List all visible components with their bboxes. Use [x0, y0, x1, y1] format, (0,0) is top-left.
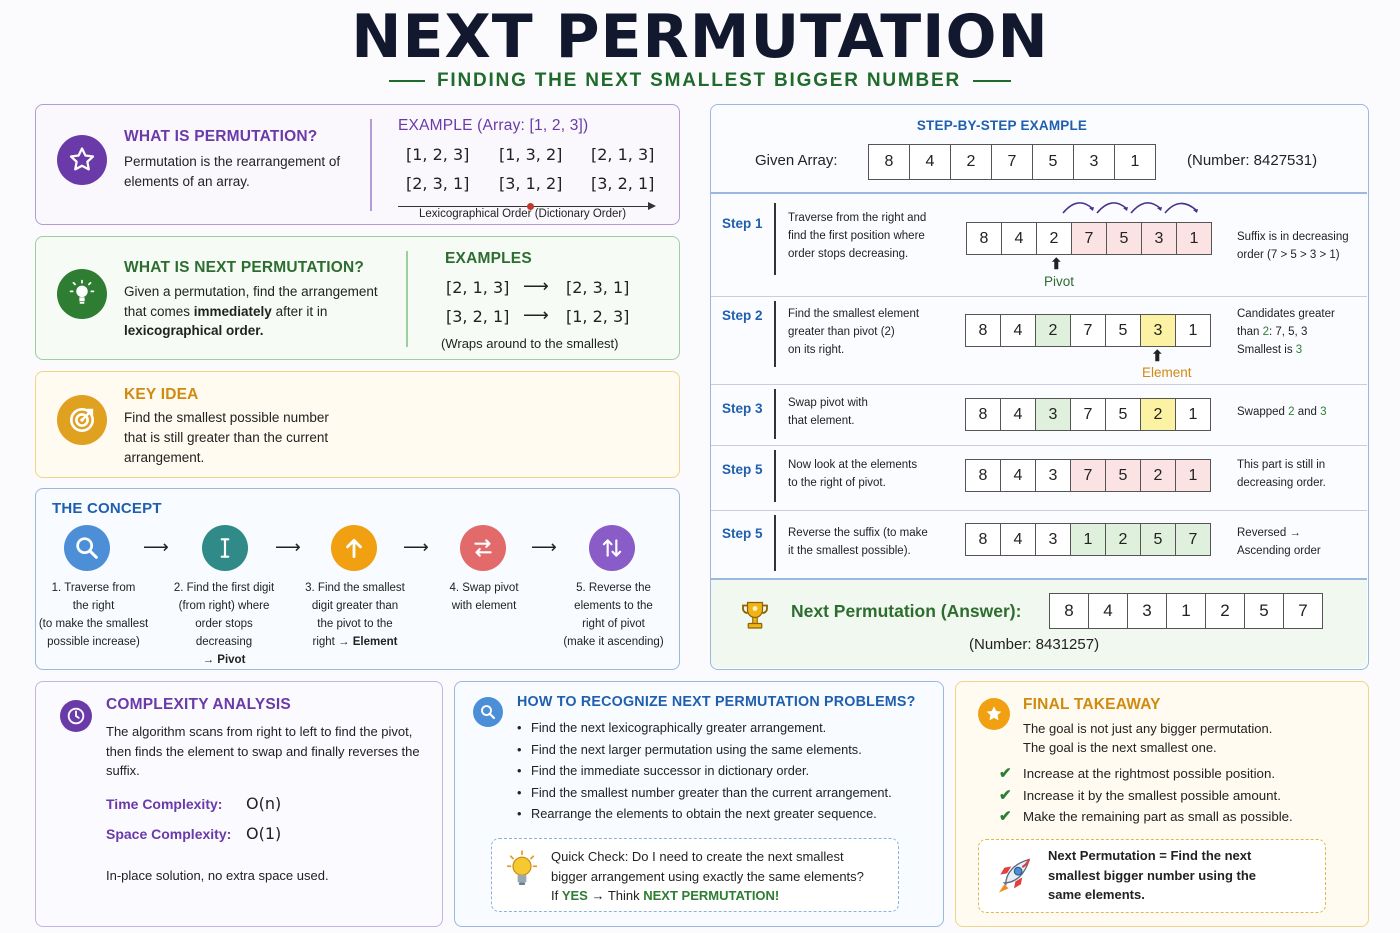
search-icon — [64, 525, 110, 571]
step-5-desc — [788, 524, 928, 560]
element-arrow-icon: ⬆ — [1151, 348, 1164, 365]
s2-n2 — [1237, 323, 1335, 341]
wrap-note: (Wraps around to the smallest) — [441, 336, 619, 351]
separator — [711, 510, 1367, 511]
concept-step-2 — [164, 579, 284, 669]
s1-cell: 8 — [966, 222, 1002, 255]
complexity-note: In-place solution, no extra space used. — [106, 868, 329, 883]
s3-d1: Swap pivot with — [788, 397, 868, 409]
c3-l4b: Element — [352, 636, 398, 648]
next-text-a: Given a permutation, find the arrangement that comes — [124, 284, 378, 319]
perm-3: [2, 1, 3] — [591, 145, 655, 164]
step-1-label: Step 1 — [722, 216, 763, 231]
c3-l2: digit greater than — [311, 600, 399, 612]
step-divider — [774, 515, 776, 571]
trophy-icon — [737, 598, 773, 634]
s1-n2: order (7 > 5 > 3 > 1) — [1237, 249, 1340, 261]
subtitle-rule-left — [389, 80, 425, 82]
cursor-icon — [202, 525, 248, 571]
c3-l3: the pivot to the — [317, 618, 393, 630]
concept-card — [35, 488, 680, 670]
step-4-note — [1237, 456, 1326, 492]
step-by-step-heading: STEP-BY-STEP EXAMPLE — [916, 118, 1088, 133]
time-value: O(n) — [246, 794, 282, 813]
check-icon: ✔ — [999, 808, 1012, 825]
s1-n1: Suffix is in decreasing — [1237, 231, 1349, 243]
separator — [711, 445, 1367, 446]
s5-cell: 3 — [1035, 523, 1071, 556]
step-divider — [774, 450, 776, 502]
quick-check-text — [551, 847, 864, 906]
s4-cell-suffix: 5 — [1105, 459, 1141, 492]
divider — [370, 119, 372, 211]
qc-3d: NEXT PERMUTATION! — [643, 888, 780, 903]
list-item: • Find the next larger permutation using the same elements. — [517, 739, 892, 761]
lightbulb-icon — [57, 269, 107, 319]
c2-l5b: Pivot — [217, 654, 246, 666]
answer-cell: 4 — [1088, 593, 1128, 629]
key-idea-card — [35, 371, 680, 478]
key-idea-heading: KEY IDEA — [124, 386, 199, 403]
s1-cell-suffix: 1 — [1176, 222, 1212, 255]
axis-arrowhead — [648, 202, 656, 210]
qc-3b: YES — [561, 888, 588, 903]
rocket-icon — [992, 854, 1036, 898]
step-5-note — [1237, 524, 1321, 560]
example-label: EXAMPLE (Array: [1, 2, 3]) — [398, 117, 589, 134]
list-item: • Rearrange the elements to obtain the next greater sequence. — [517, 803, 892, 825]
s4-cell-suffix: 2 — [1140, 459, 1176, 492]
s4-n1: This part is still in — [1237, 459, 1326, 471]
what-is-permutation-text: Permutation is the rearrangement of elements of an array. — [124, 154, 341, 189]
next-text-c: after it in — [271, 303, 328, 319]
s4-d1: Now look at the elements — [788, 459, 918, 471]
s2-n2a: than — [1237, 326, 1263, 338]
s1-cell-suffix: 7 — [1071, 222, 1107, 255]
step-divider — [774, 301, 776, 367]
s2-d1: Find the smallest element — [788, 308, 920, 320]
s3-d2: that element. — [788, 415, 855, 427]
qc-line-1: Quick Check: Do I need to create the next smallest — [551, 849, 844, 864]
s3-n1a: Swapped — [1237, 406, 1289, 418]
answer-label: Next Permutation (Answer): — [791, 601, 1022, 621]
s2-n2b: 2 — [1262, 326, 1269, 338]
s4-cell-suffix: 1 — [1175, 459, 1211, 492]
s1-cell-suffix: 5 — [1106, 222, 1142, 255]
check-text: Make the remaining part as small as possible. — [1023, 809, 1293, 824]
what-is-permutation-heading: WHAT IS PERMUTATION? — [124, 128, 318, 145]
c1-l4: possible increase) — [47, 636, 140, 648]
check-item — [999, 763, 1293, 785]
s4-cell: 3 — [1035, 459, 1071, 492]
s3-cell: 7 — [1070, 398, 1106, 431]
star-icon — [57, 135, 107, 185]
check-icon: ✔ — [999, 786, 1012, 804]
concept-step-3 — [294, 579, 416, 651]
concept-arrow-1: ⟶ — [143, 537, 169, 558]
final-line-1: The goal is not just any bigger permutation. — [1023, 721, 1273, 736]
step-3-array — [966, 398, 1211, 431]
page-title: NEXT PERMUTATION — [351, 2, 1049, 72]
final-takeaway-card — [955, 681, 1369, 927]
what-is-permutation-card — [35, 104, 680, 225]
next-permutation-heading: WHAT IS NEXT PERMUTATION? — [124, 259, 365, 276]
lightbulb-icon — [507, 850, 537, 890]
axis-label: Lexicographical Order (Dictionary Order) — [419, 208, 627, 220]
concept-heading: THE CONCEPT — [52, 500, 162, 517]
s5-cell-reversed: 2 — [1105, 523, 1141, 556]
step-5-array — [966, 523, 1211, 556]
subtitle: FINDING THE NEXT SMALLEST BIGGER NUMBER — [436, 70, 962, 91]
ex2-to: [1, 2, 3] — [566, 307, 630, 326]
answer-number: (Number: 8431257) — [969, 636, 1100, 653]
step-2-array — [966, 314, 1211, 347]
recognize-list — [517, 717, 892, 825]
pivot-marker: Pivot — [1044, 274, 1075, 289]
s3-cell: 8 — [965, 398, 1001, 431]
s4-cell-suffix: 7 — [1070, 459, 1106, 492]
s2-n2c: : 7, 5, 3 — [1268, 326, 1308, 338]
s5-d1: Reverse the suffix (to make — [788, 527, 928, 539]
separator — [711, 384, 1367, 385]
concept-arrow-4: ⟶ — [531, 537, 557, 558]
s4-d2: to the right of pivot. — [788, 477, 886, 489]
c2-l5a: → — [202, 654, 218, 666]
separator — [711, 192, 1367, 194]
arrow-up-icon — [331, 525, 377, 571]
complexity-heading: COMPLEXITY ANALYSIS — [106, 696, 291, 713]
s3-cell-swapped: 3 — [1035, 398, 1071, 431]
ex1-to: [2, 3, 1] — [566, 278, 630, 297]
s1-cell: 4 — [1001, 222, 1037, 255]
s5-d2: it the smallest possible). — [788, 545, 911, 557]
concept-step-4 — [428, 579, 540, 615]
perm-1: [1, 2, 3] — [406, 145, 470, 164]
s1-d3: order stops decreasing. — [788, 248, 909, 260]
s3-cell: 4 — [1000, 398, 1036, 431]
given-cell: 7 — [991, 144, 1033, 180]
final-box-text: Next Permutation = Find the next smallest bigger number using the same elements. — [1048, 848, 1257, 902]
s3-cell: 1 — [1175, 398, 1211, 431]
space-label: Space Complexity: — [106, 826, 232, 842]
given-cell: 8 — [868, 144, 910, 180]
s2-n3a: Smallest is — [1237, 344, 1296, 356]
s2-cell: 8 — [965, 314, 1001, 347]
concept-arrow-2: ⟶ — [275, 537, 301, 558]
answer-cell: 3 — [1127, 593, 1167, 629]
subtitle-rule-right — [973, 80, 1011, 82]
step-1-desc — [788, 209, 926, 263]
target-icon — [57, 395, 107, 445]
s1-cell-suffix: 3 — [1141, 222, 1177, 255]
s3-n1b: 2 — [1288, 406, 1295, 418]
step-5-label: Step 5 — [722, 526, 763, 541]
s5-cell-reversed: 5 — [1140, 523, 1176, 556]
s2-cell: 1 — [1175, 314, 1211, 347]
given-cell: 5 — [1032, 144, 1074, 180]
list-item: • Find the next lexicographically greater arrangement. — [517, 717, 892, 739]
answer-cell: 1 — [1166, 593, 1206, 629]
element-marker: Element — [1142, 365, 1192, 380]
step-4-label: Step 5 — [722, 462, 763, 477]
s1-cell-pivot: 2 — [1036, 222, 1072, 255]
c1-l3: (to make the smallest — [38, 618, 149, 630]
c5-l4: (make it ascending) — [563, 636, 664, 648]
what-is-next-permutation-card — [35, 236, 680, 360]
final-line-2: The goal is the next smallest one. — [1023, 740, 1217, 755]
given-number-note: (Number: 8427531) — [1187, 152, 1318, 169]
step-1-note — [1237, 228, 1349, 264]
ex1-from: [2, 1, 3] — [446, 278, 510, 297]
given-cell: 3 — [1073, 144, 1115, 180]
s5-cell: 4 — [1000, 523, 1036, 556]
check-item — [999, 785, 1293, 807]
s3-cell: 5 — [1105, 398, 1141, 431]
answer-cell: 5 — [1244, 593, 1284, 629]
step-2-note — [1237, 305, 1335, 359]
c3-l4 — [294, 633, 416, 651]
qc-3a: If — [551, 888, 562, 903]
step-2-desc — [788, 305, 919, 359]
s1-d2: find the first position where — [788, 230, 925, 242]
c5-l3: right of pivot — [582, 618, 645, 630]
qc-3c: → Think — [587, 888, 644, 903]
sort-icon — [589, 525, 635, 571]
check-item — [999, 806, 1293, 828]
s2-cell: 7 — [1070, 314, 1106, 347]
given-cell: 4 — [909, 144, 951, 180]
s2-d2: greater than pivot (2) — [788, 326, 895, 338]
step-3-note — [1237, 403, 1327, 421]
ex2-arrow: ⟶ — [523, 305, 549, 326]
perm-4: [2, 3, 1] — [406, 174, 470, 193]
answer-cell: 8 — [1049, 593, 1089, 629]
c2-l1: 2. Find the first digit — [173, 582, 275, 594]
given-array — [869, 144, 1156, 180]
step-divider — [774, 389, 776, 439]
check-icon: ✔ — [999, 765, 1012, 782]
s2-cell: 4 — [1000, 314, 1036, 347]
given-cell: 1 — [1114, 144, 1156, 180]
step-3-label: Step 3 — [722, 401, 763, 416]
s2-n3 — [1237, 341, 1335, 359]
check-text: Increase it by the smallest possible amount. — [1023, 787, 1281, 803]
check-text: Increase at the rightmost possible position. — [1023, 766, 1276, 781]
c2-l5 — [164, 651, 284, 669]
complexity-text: The algorithm scans from right to left to find the pivot, then finds the element to swap and finally reverses the suffix. — [106, 724, 420, 778]
pivot-arrow-icon: ⬆ — [1050, 256, 1063, 273]
step-4-array — [966, 459, 1211, 492]
answer-cell: 7 — [1283, 593, 1323, 629]
list-item: • Find the immediate successor in dictionary order. — [517, 760, 892, 782]
step-4-desc — [788, 456, 917, 492]
c1-l1: 1. Traverse from — [51, 582, 136, 594]
c1-l2: the right — [72, 600, 115, 612]
list-item: • Find the smallest number greater than the current arrangement. — [517, 782, 892, 804]
next-text-b: immediately — [193, 303, 272, 319]
answer-cell: 2 — [1205, 593, 1245, 629]
s2-d3: on its right. — [788, 344, 845, 356]
concept-arrow-3: ⟶ — [403, 537, 429, 558]
s2-n3b: 3 — [1295, 344, 1303, 356]
qc-line-2: bigger arrangement using exactly the same elements? — [551, 868, 864, 884]
recognize-card — [454, 681, 944, 927]
ex2-from: [3, 2, 1] — [446, 307, 510, 326]
examples-label: EXAMPLES — [445, 250, 532, 267]
concept-step-5 — [551, 579, 676, 651]
c3-l4a: right → — [312, 636, 353, 648]
c2-l4: decreasing — [195, 636, 253, 648]
space-value: O(1) — [246, 824, 282, 843]
qc-line-3 — [551, 886, 864, 906]
s2-cell-element: 3 — [1140, 314, 1176, 347]
step-1-array — [967, 222, 1212, 255]
lexico-axis — [398, 206, 650, 207]
subtitle-row — [0, 70, 1400, 92]
scan-arrows-icon — [1057, 197, 1205, 219]
step-2-label: Step 2 — [722, 308, 763, 323]
given-cell: 2 — [950, 144, 992, 180]
answer-array — [1050, 593, 1323, 629]
perm-5: [3, 1, 2] — [499, 174, 563, 193]
s3-cell-swapped: 2 — [1140, 398, 1176, 431]
c5-l2: elements to the — [574, 600, 653, 612]
c3-l1: 3. Find the smallest — [305, 582, 405, 594]
s4-cell: 8 — [965, 459, 1001, 492]
s5-n1: Reversed → — [1237, 527, 1301, 539]
s5-cell-reversed: 7 — [1175, 523, 1211, 556]
s1-d1: Traverse from the right and — [788, 212, 927, 224]
s3-n1d: 3 — [1320, 406, 1327, 418]
final-heading: FINAL TAKEAWAY — [1023, 696, 1161, 713]
c5-l1: 5. Reverse the — [576, 582, 651, 594]
s5-n2: Ascending order — [1237, 545, 1321, 557]
recognize-heading: HOW TO RECOGNIZE NEXT PERMUTATION PROBLEMS? — [517, 694, 916, 710]
s5-cell: 8 — [965, 523, 1001, 556]
given-label: Given Array: — [755, 152, 838, 169]
clock-icon — [60, 700, 92, 732]
step-3-desc — [788, 394, 868, 430]
c2-l2: (from right) where — [178, 600, 270, 612]
step-divider — [774, 203, 776, 275]
time-label: Time Complexity: — [106, 796, 223, 812]
c4-l1: 4. Swap pivot — [449, 582, 519, 594]
star-icon — [978, 698, 1010, 730]
complexity-card — [35, 681, 443, 927]
s4-n2: decreasing order. — [1237, 477, 1326, 489]
concept-step-1 — [36, 579, 151, 651]
step-by-step-card — [710, 104, 1369, 670]
next-permutation-text — [124, 282, 386, 341]
c4-l2: with element — [451, 600, 517, 612]
ex1-arrow: ⟶ — [523, 276, 549, 297]
perm-6: [3, 2, 1] — [591, 174, 655, 193]
s2-cell: 5 — [1105, 314, 1141, 347]
s5-cell-reversed: 1 — [1070, 523, 1106, 556]
swap-icon — [460, 525, 506, 571]
key-idea-text: Find the smallest possible number that is still greater than the current arrangement. — [124, 410, 329, 465]
search-icon — [473, 697, 503, 727]
divider — [406, 251, 408, 347]
separator — [711, 296, 1367, 297]
check-list — [999, 763, 1293, 828]
c2-l3: order stops — [195, 618, 253, 630]
next-text-d: lexicographical order. — [124, 323, 264, 338]
perm-2: [1, 3, 2] — [499, 145, 563, 164]
s4-cell: 4 — [1000, 459, 1036, 492]
s3-n1c: and — [1294, 406, 1321, 418]
s2-cell-pivot: 2 — [1035, 314, 1071, 347]
s2-n1: Candidates greater — [1237, 308, 1335, 320]
